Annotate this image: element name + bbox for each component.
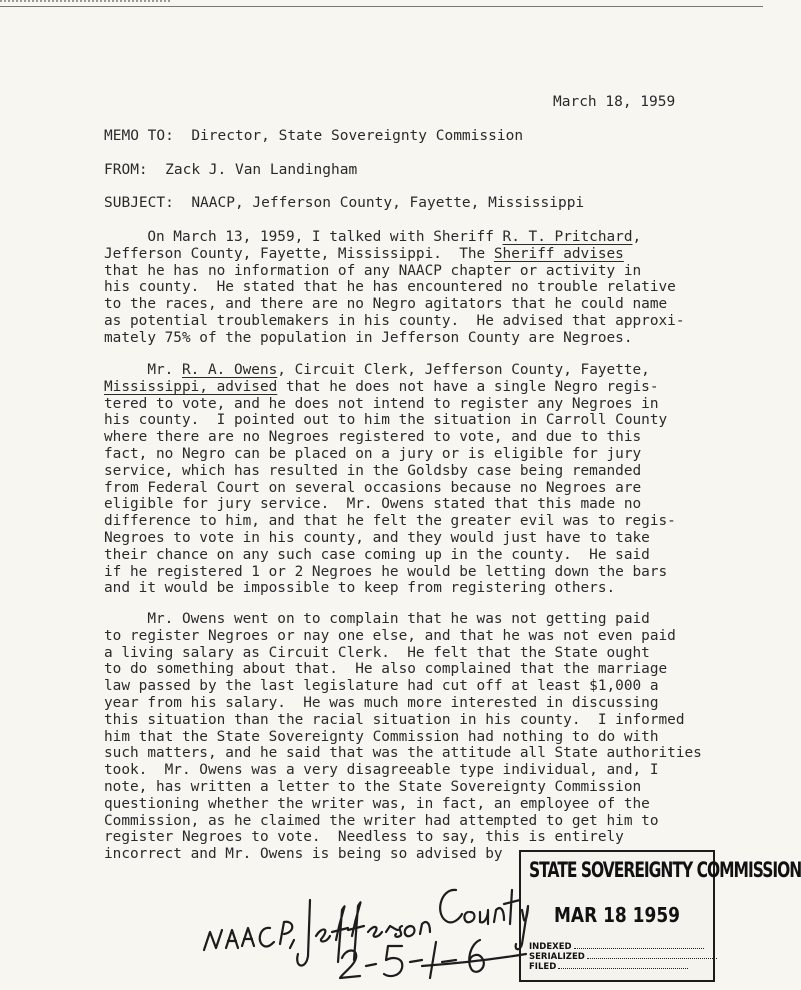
- memo-subject: [104, 195, 584, 211]
- p1-line-1a: On March 13, 1959, I talked with Sheriff: [104, 229, 503, 245]
- p2-line-11: Negroes to vote in his county, and they would just have to take: [104, 529, 650, 546]
- p3-line-8: him that the State Sovereignty Commission had nothing to do with: [104, 728, 659, 745]
- paragraph-3: [104, 611, 724, 863]
- p2-line-10: difference to him, and that he felt the greater evil was to regis-: [104, 513, 676, 530]
- stamp-filed-label: FILED: [529, 962, 557, 972]
- top-dots: [0, 0, 170, 5]
- p3-line-11: note, has written a letter to the State Sovereignty Commission: [104, 778, 642, 795]
- memo-subject-value: NAACP, Jefferson County, Fayette, Mississippi: [191, 195, 585, 211]
- p3-line-1: Mr. Owens went on to complain that he was not getting paid: [104, 611, 650, 627]
- p1-line-4: his county. He stated that he has encountered no trouble relative: [104, 279, 676, 296]
- p2-line-12: their chance on any such case coming up in the county. He said: [104, 546, 650, 563]
- p3-line-12: questioning whether the writer was, in fact, an employee of the: [104, 795, 650, 812]
- p3-line-9: such matters, and he said that was the attitude all State authorities: [104, 745, 702, 762]
- memo-from: [104, 162, 357, 178]
- p2-line-1b: , Circuit Clerk, Jefferson County, Fayette,: [277, 362, 650, 378]
- p3-line-6: year from his salary. He was much more interested in discussing: [104, 694, 659, 711]
- p2-line-8: from Federal Court on several occasions because no Negroes are: [104, 479, 642, 496]
- p2-line-4: his county. I pointed out to him the situation in Carroll County: [104, 412, 668, 429]
- p2-line-5: where there are no Negroes registered to vote, and due to this: [104, 429, 642, 446]
- p3-line-7: this situation than the racial situation in his county. I informed: [104, 711, 685, 728]
- p3-line-15: incorrect and Mr. Owens is being so advised by: [104, 846, 503, 863]
- stamp-title: STATE SOVEREIGNTY COMMISSION: [529, 858, 801, 883]
- clerk-name: R. A. Owens: [181, 362, 278, 378]
- stamp-filed: [529, 962, 688, 972]
- p3-line-14: register Negroes to vote. Needless to say, this is entirely: [104, 829, 624, 846]
- stamp-serialized-dots: [587, 958, 717, 959]
- p3-line-2: to register Negroes or nay one else, and that he was not even paid: [104, 627, 676, 644]
- paragraph-2: [104, 362, 724, 597]
- stamp-serialized-label: SERIALIZED: [529, 952, 585, 962]
- p2-line-2b: that he does not have a single Negro regis-: [277, 378, 659, 395]
- p1-line-5: to the races, and there are no Negro agitators that he could name: [104, 296, 668, 313]
- sovereignty-stamp: [519, 850, 801, 982]
- p2-line-3: tered to vote, and he does not intend to register any Negroes in: [104, 395, 659, 412]
- memo-subject-label: SUBJECT:: [104, 195, 174, 211]
- memo-date: March 18, 1959: [553, 94, 676, 110]
- p2-line-14: and it would be impossible to keep from registering others.: [104, 580, 616, 597]
- p3-line-3: a living salary as Circuit Clerk. He felt that the State ought: [104, 644, 650, 661]
- p2-line-9: eligible for jury service. Mr. Owens stated that this made no: [104, 496, 642, 513]
- stamp-filed-dots: [558, 968, 688, 969]
- p1-line-6: as potential troublemakers in his county. He advised that approxi-: [104, 312, 685, 329]
- stamp-indexed-label: INDEXED: [529, 942, 572, 952]
- p3-line-5: law passed by the last legislature had cut off at least $1,000 a: [104, 678, 659, 695]
- p1-line-3: that he has no information of any NAACP chapter or activity in: [104, 262, 642, 279]
- top-rule: [0, 6, 763, 7]
- sheriff-name: R. T. Pritchard: [502, 229, 633, 245]
- p1-line-7: mately 75% of the population in Jefferson County are Negroes.: [104, 329, 633, 346]
- p2-line-7: service, which has resulted in the Goldsby case being remanded: [104, 462, 642, 479]
- paragraph-1: [104, 229, 724, 347]
- stamp-date: MAR 18 1959: [554, 904, 680, 928]
- stamp-indexed: [529, 942, 704, 952]
- memo-from-value: Zack J. Van Landingham: [165, 162, 358, 178]
- memo-to-label: MEMO TO:: [104, 128, 174, 144]
- p3-line-13: Commission, as he claimed the writer had attempted to get him to: [104, 812, 659, 829]
- stamp-indexed-dots: [574, 948, 704, 949]
- p1-line-2-underlined: Sheriff advises: [493, 245, 624, 262]
- p2-line-13: if he registered 1 or 2 Negroes he would be letting down the bars: [104, 563, 668, 580]
- memo-to: [104, 128, 523, 144]
- stamp-serialized: [529, 952, 717, 962]
- p3-line-10: took. Mr. Owens was a very disagreeable type individual, and, I: [104, 762, 659, 779]
- handwritten-file-notation: [190, 870, 530, 985]
- memo-to-value: Director, State Sovereignty Commission: [191, 128, 524, 144]
- p1-line-2a: Jefferson County, Fayette, Mississippi. The: [104, 245, 494, 262]
- memo-from-label: FROM:: [104, 162, 148, 178]
- p3-line-4: to do something about that. He also complained that the marriage: [104, 661, 668, 678]
- p2-line-6: fact, no Negro can be placed on a jury or is eligible for jury: [104, 445, 642, 462]
- p1-line-1b: ,: [632, 229, 642, 245]
- p2-line-2-underlined: Mississippi, advised: [104, 378, 278, 395]
- p2-line-1a: Mr.: [104, 362, 182, 378]
